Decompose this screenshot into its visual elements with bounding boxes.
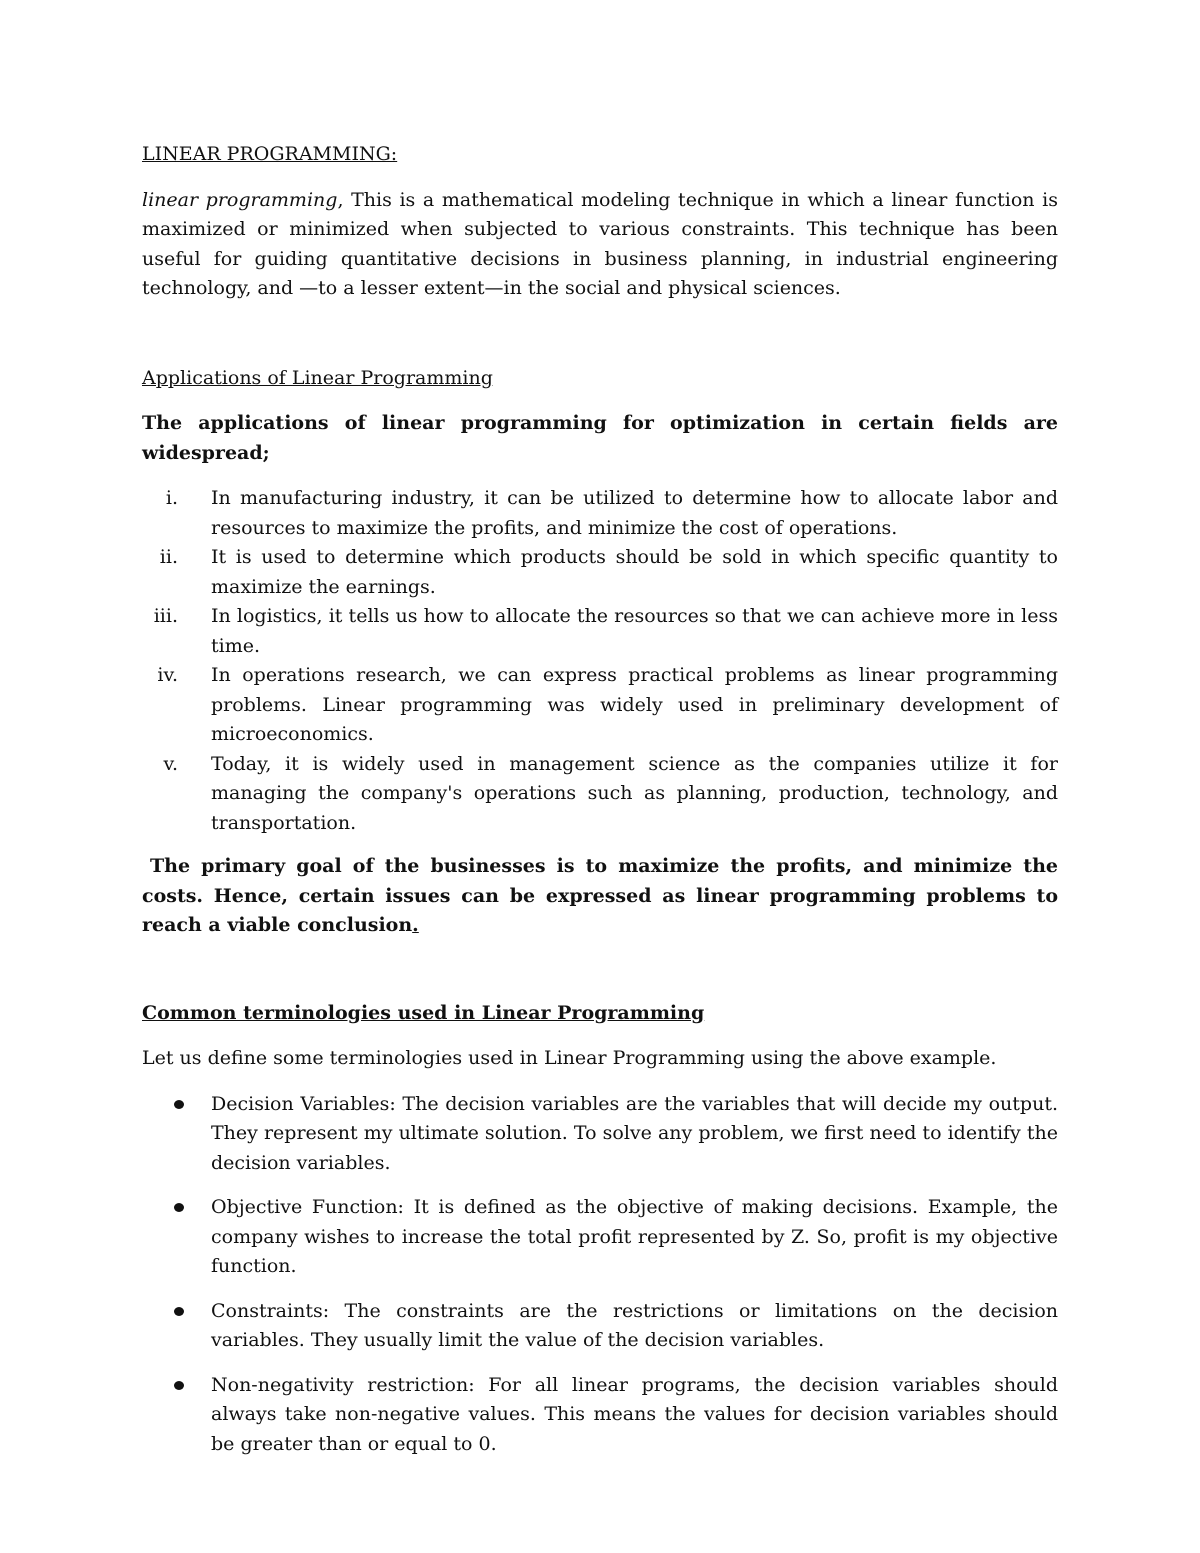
section-heading-linear-programming: LINEAR PROGRAMMING:: [142, 143, 398, 165]
list-item-number: i.: [165, 487, 178, 509]
list-item: [142, 1090, 1058, 1179]
bullet-icon: [174, 1100, 184, 1109]
list-item: [142, 661, 1058, 750]
list-item-number: ii.: [159, 546, 178, 568]
list-item-text: In logistics, it tells us how to allocate the resources so that we can achieve more in less time.: [211, 605, 1058, 657]
list-item-text: In operations research, we can express practical problems as linear programming problems. Linear programming was widely used in preliminary development of microeconomics.: [211, 664, 1058, 745]
list-item: [142, 543, 1058, 602]
list-item-text: Today, it is widely used in management science as the companies utilize it for managing the company's operations such as planning, production, technology, and transportation.: [211, 752, 1058, 834]
document-page: [142, 140, 1058, 1474]
applications-intro: The applications of linear programming for optimization in certain fields are widespread;: [142, 412, 1058, 464]
applications-list: [142, 484, 1058, 838]
section-heading-applications: Applications of Linear Programming: [142, 366, 493, 389]
section-heading-terminologies: Common terminologies used in Linear Programming: [142, 1001, 705, 1024]
bullet-icon: [174, 1203, 184, 1212]
terminologies-intro: Let us define some terminologies used in Linear Programming using the above example.: [142, 1047, 997, 1069]
definition-paragraph: [142, 186, 1058, 304]
conclusion-period: .: [412, 914, 419, 936]
list-item-number: iv.: [157, 664, 178, 686]
list-item-text: Decision Variables: The decision variables are the variables that will decide my output. They represent my ultimate solution. To solve any problem, we first need to identify the decision variables.: [211, 1092, 1058, 1174]
bullet-icon: [174, 1307, 184, 1316]
list-item: [142, 602, 1058, 661]
list-item-number: v.: [163, 752, 178, 775]
list-item: [142, 1193, 1058, 1282]
bullet-icon: [174, 1381, 184, 1390]
list-item-text: Non-negativity restriction: For all linear programs, the decision variables should always take non-negative values. This means the values for decision variables should be greater than or equal to 0.: [211, 1373, 1058, 1455]
list-item: [142, 1297, 1058, 1356]
list-item-number: iii.: [153, 605, 178, 627]
list-item-text: It is used to determine which products should be sold in which specific quantity to maximize the earnings.: [211, 546, 1058, 598]
definition-lead-term: linear programming: [142, 188, 338, 211]
list-item: [142, 484, 1058, 543]
terminologies-list: [142, 1090, 1058, 1460]
list-item-text: Constraints: The constraints are the restrictions or limitations on the decision variables. They usually limit the value of the decision variables.: [211, 1299, 1058, 1351]
applications-conclusion: [142, 852, 1058, 941]
list-item-text: Objective Function: It is defined as the objective of making decisions. Example, the company wishes to increase the total profit represented by Z. So, profit is my objective function.: [211, 1196, 1058, 1277]
definition-body: , This is a mathematical modeling technique in which a linear function is maximized or minimized when subjected to various constraints. This technique has been useful for guiding quantitative decisions in business planning, in industrial engineering technology, and —to a lesser extent—in the social and physical sciences.: [142, 188, 1058, 299]
list-item: [142, 750, 1058, 839]
conclusion-text: The primary goal of the businesses is to maximize the profits, and minimize the costs. Hence, certain issues can be expressed as linear programming problems to reach a viable conclusion: [142, 855, 1058, 936]
list-item-text: In manufacturing industry, it can be utilized to determine how to allocate labor and resources to maximize the profits, and minimize the cost of operations.: [211, 487, 1058, 539]
list-item: [142, 1371, 1058, 1460]
